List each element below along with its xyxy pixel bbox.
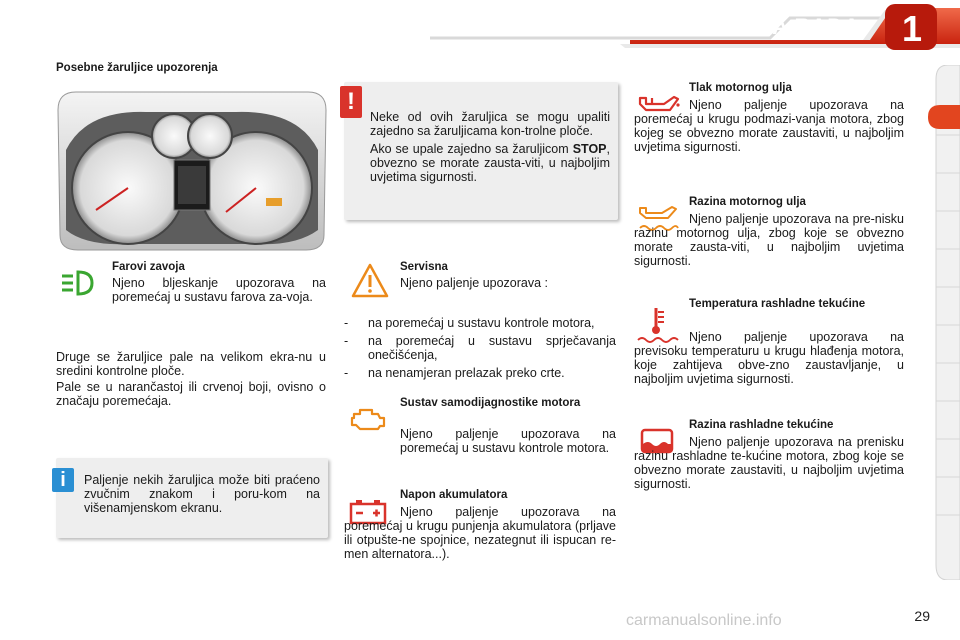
list-item — [344, 334, 616, 362]
engine-diagnostics-icon — [348, 404, 388, 432]
paragraph: Pale se u narančastoj ili crvenoj boji, ovisno o značaju poremećaja. — [56, 380, 326, 408]
chapter-tabs[interactable] — [928, 65, 960, 580]
watermark: carmanualsonline.info — [626, 612, 782, 629]
cornering-lights-icon — [58, 268, 94, 298]
battery-text: Njeno paljenje upozorava na poremećaj u krugu punjenja akumulatora (prljave ili otpušte-ne spojnice, nezategnut ili ispucan re-men alternatora...). — [344, 505, 616, 561]
list-item-text: na nenamjeran prelazak preko crte. — [368, 366, 565, 380]
service-text: Njeno paljenje upozorava : — [400, 276, 549, 290]
chapter-number: 1 — [901, 8, 923, 49]
warning-text-post: , obvezno se morate zausta-viti, u najboljim uvjetima sigurnosti. — [370, 142, 610, 184]
list-item-text: na poremećaj u sustavu sprječavanja onečišćenja, — [368, 334, 616, 362]
list-item-text: na poremećaj u sustavu kontrole motora, — [368, 316, 595, 330]
paragraph: Druge se žaruljice pale na velikom ekra-nu u sredini kontrolne ploče. — [56, 350, 326, 378]
engine-diagnostics-text: Njeno paljenje upozorava na poremećaj u sustavu kontrole motora. — [400, 427, 616, 455]
list-dash: - — [344, 334, 349, 348]
list-dash: - — [344, 316, 349, 330]
info-icon: i — [52, 468, 74, 492]
list-item — [344, 316, 616, 330]
warning-box-text — [370, 110, 610, 188]
stop-label: STOP — [572, 142, 607, 156]
cornering-lights-text: Njeno bljeskanje upozorava na poremećaj u sustavu farova za-voja. — [112, 276, 326, 304]
battery-title: Napon akumulatora — [400, 489, 508, 501]
engine-diagnostics-title: Sustav samodijagnostike motora — [400, 397, 581, 409]
oil-pressure-text: Njeno paljenje upozorava na poremećaj u krugu podmazi-vanja motora, zbog kojeg se obvezno morate zaustaviti, u najboljim uvjetima sigurnosti. — [634, 98, 904, 154]
coolant-level-text: Njeno paljenje upozorava na prenisku razinu rashladne te-kućine motora, zbog koje se obvezno morate zaustaviti, u najboljim uvjetima sigurnosti. — [634, 435, 904, 491]
service-warning-icon — [350, 262, 390, 300]
warning-exclamation-icon: ! — [340, 86, 362, 118]
warning-text-pre: Ako se upale zajedno sa žaruljicom — [370, 142, 569, 156]
coolant-level-title: Razina rashladne tekućine — [689, 419, 834, 431]
list-dash: - — [344, 366, 349, 380]
instrument-cluster-image — [56, 90, 328, 252]
oil-pressure-title: Tlak motornog ulja — [689, 82, 792, 94]
list-item — [344, 366, 616, 380]
oil-level-title: Razina motornog ulja — [689, 196, 806, 208]
warning-text-2 — [370, 142, 610, 184]
page-number: 29 — [914, 608, 930, 624]
coolant-temperature-title: Temperatura rashladne tekućine — [689, 298, 866, 310]
warning-text-1: Neke od ovih žaruljica se mogu upaliti zajedno sa žaruljicama kon-trolne ploče. — [370, 110, 610, 138]
info-box-text: Paljenje nekih žaruljica može biti praćeno zvučnim znakom i poru-kom na višenamjenskom ekranu. — [84, 473, 320, 515]
coolant-temperature-text: Njeno paljenje upozorava na previsoku temperaturu u krugu hlađenja motora, koje zahtijeva obve-zno zaustavljanje, u najboljim uvjetima sigurnosti. — [634, 330, 904, 386]
oil-level-text: Njeno paljenje upozorava na pre-nisku razinu motornog ulja, zbog koje se obvezno morate zausta-viti, u najboljim uvjetima sigurnosti. — [634, 212, 904, 268]
service-title: Servisna — [400, 261, 448, 273]
page-title: PROVJERA RADA — [663, 14, 860, 39]
section-title: Posebne žaruljice upozorenja — [56, 62, 218, 74]
service-list — [344, 316, 616, 384]
cornering-lights-title: Farovi zavoja — [112, 261, 185, 273]
